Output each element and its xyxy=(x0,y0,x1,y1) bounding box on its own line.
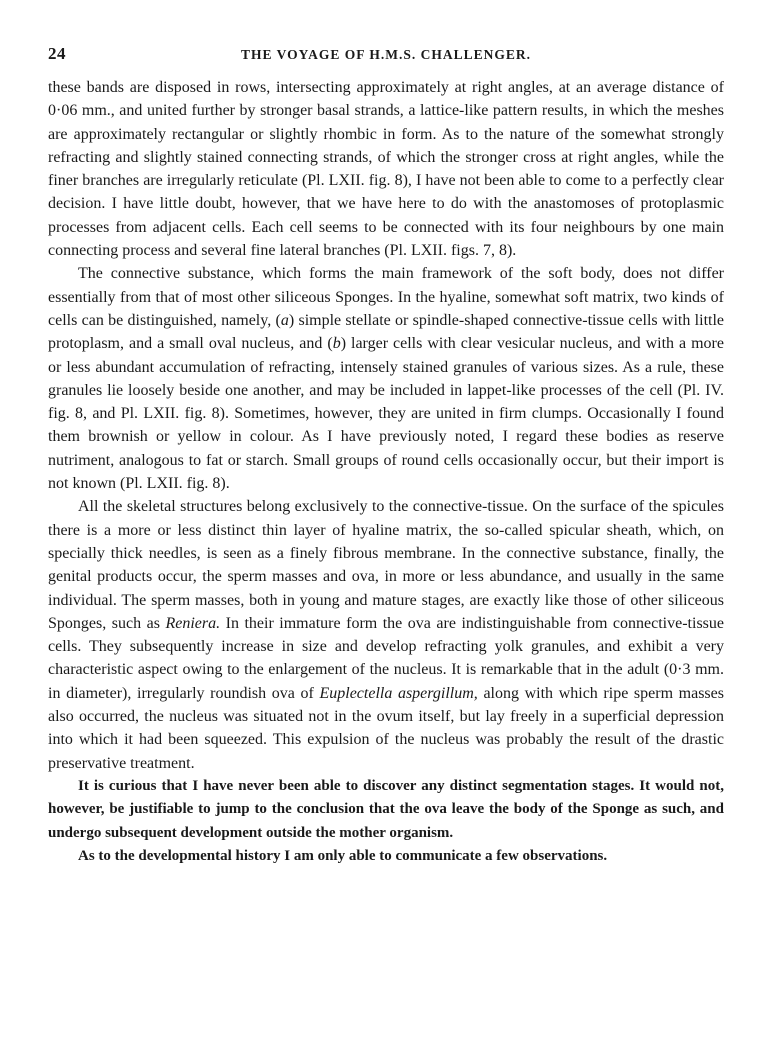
paragraph-5 xyxy=(48,845,724,868)
paragraph-2-text-b: ) simple stellate or spindle-shaped connective-tissue cells with little protoplasm, and a small oval nucleus, and ( xyxy=(48,311,725,353)
page-header xyxy=(48,44,724,70)
italic-label-a: a xyxy=(280,311,289,329)
body-text xyxy=(48,76,724,869)
page xyxy=(48,44,724,869)
paragraph-4 xyxy=(48,775,724,845)
italic-label-b: b xyxy=(332,335,341,353)
paragraph-3 xyxy=(48,495,724,775)
page-number: 24 xyxy=(48,44,66,63)
paragraph-3-text-c: along with which ripe sperm masses also occurred, the nucleus was situated not in the ovum itself, but lay freely in a superficial depression into which it had been squeezed. This expulsion of the nucleus was probably the result of the drastic preservative treatment. xyxy=(48,684,724,772)
genus-reniera: Reniera. xyxy=(165,614,221,632)
paragraph-1 xyxy=(48,76,724,262)
running-title: THE VOYAGE OF H.M.S. CHALLENGER. xyxy=(240,47,532,62)
paragraph-5-text: As to the developmental history I am only able to communicate a few observations. xyxy=(78,848,608,865)
paragraph-2 xyxy=(48,262,724,495)
paragraph-4-text: It is curious that I have never been able to discover any distinct segmentation stages. It would not, however, be justifiable to jump to the conclusion that the ova leave the body of the Sponge as such, and undergo subsequent development outside the mother organism. xyxy=(48,777,724,841)
paragraph-3-text-a: All the skeletal structures belong exclusively to the connective-tissue. On the surface of the spicules there is a more or less distinct thin layer of hyaline matrix, the so-called spicular sheath, which, on specially thick needles, is seen as a finely fibrous membrane. In the connective substance, finally, the genital products occur, the sperm masses and ova, in more or less abundance, and usually in the same individual. The sperm masses, both in young and mature stages, are exactly like those of other siliceous Sponges, such as xyxy=(48,498,724,632)
paragraph-1-text: these bands are disposed in rows, intersecting approximately at right angles, at an average distance of 0·06 mm., and united further by stronger basal strands, a lattice-like pattern results, in which the meshes are approximately rectangular or slightly rhombic in form. As to the nature of the somewhat strongly refracting and slightly stained connecting strands, of which the stronger cross at right angles, while the finer branches are irregularly reticulate (Pl. LXII. fig. 8), I have not been able to come to a perfectly clear decision. I have little doubt, however, that we have here to do with the anastomoses of protoplasmic processes from adjacent cells. Each cell seems to be connected with its four neighbours by one main connecting process and several fine lateral branches (Pl. LXII. figs. 7, 8). xyxy=(48,79,724,260)
paragraph-2-text-c: ) larger cells with clear vesicular nucleus, and with a more or less abundant accumulation of refracting, intensely stained granules of various sizes. As a rule, these granules lie loosely beside one another, and may be included in lappet-like processes of the cell (Pl. IV. fig. 8, and Pl. LXII. fig. 8). Sometimes, however, they are united in firm clumps. Occasionally I found them brownish or yellow in colour. As I have previously noted, I regard these bodies as reserve nutriment, analogous to fat or starch. Small groups of round cells occasionally occur, but their import is not known (Pl. LXII. fig. 8). xyxy=(48,335,724,493)
paragraph-2-text-a: The connective substance, which forms the main framework of the soft body, does not differ essentially from that of most other siliceous Sponges. In the hyaline, somewhat soft matrix, two kinds of cells can be distinguished, namely, ( xyxy=(48,265,724,329)
species-euplectella: Euplectella aspergillum, xyxy=(319,684,478,702)
paragraph-3-text-b: In their immature form the ova are indistinguishable from connective-tissue cells. They subsequently increase in size and develop refracting yolk granules, and exhibit a very characteristic aspect owing to the enlargement of the nucleus. It is remarkable that in the adult (0·3 mm. in diameter), irregularly roundish ova of xyxy=(48,614,724,702)
